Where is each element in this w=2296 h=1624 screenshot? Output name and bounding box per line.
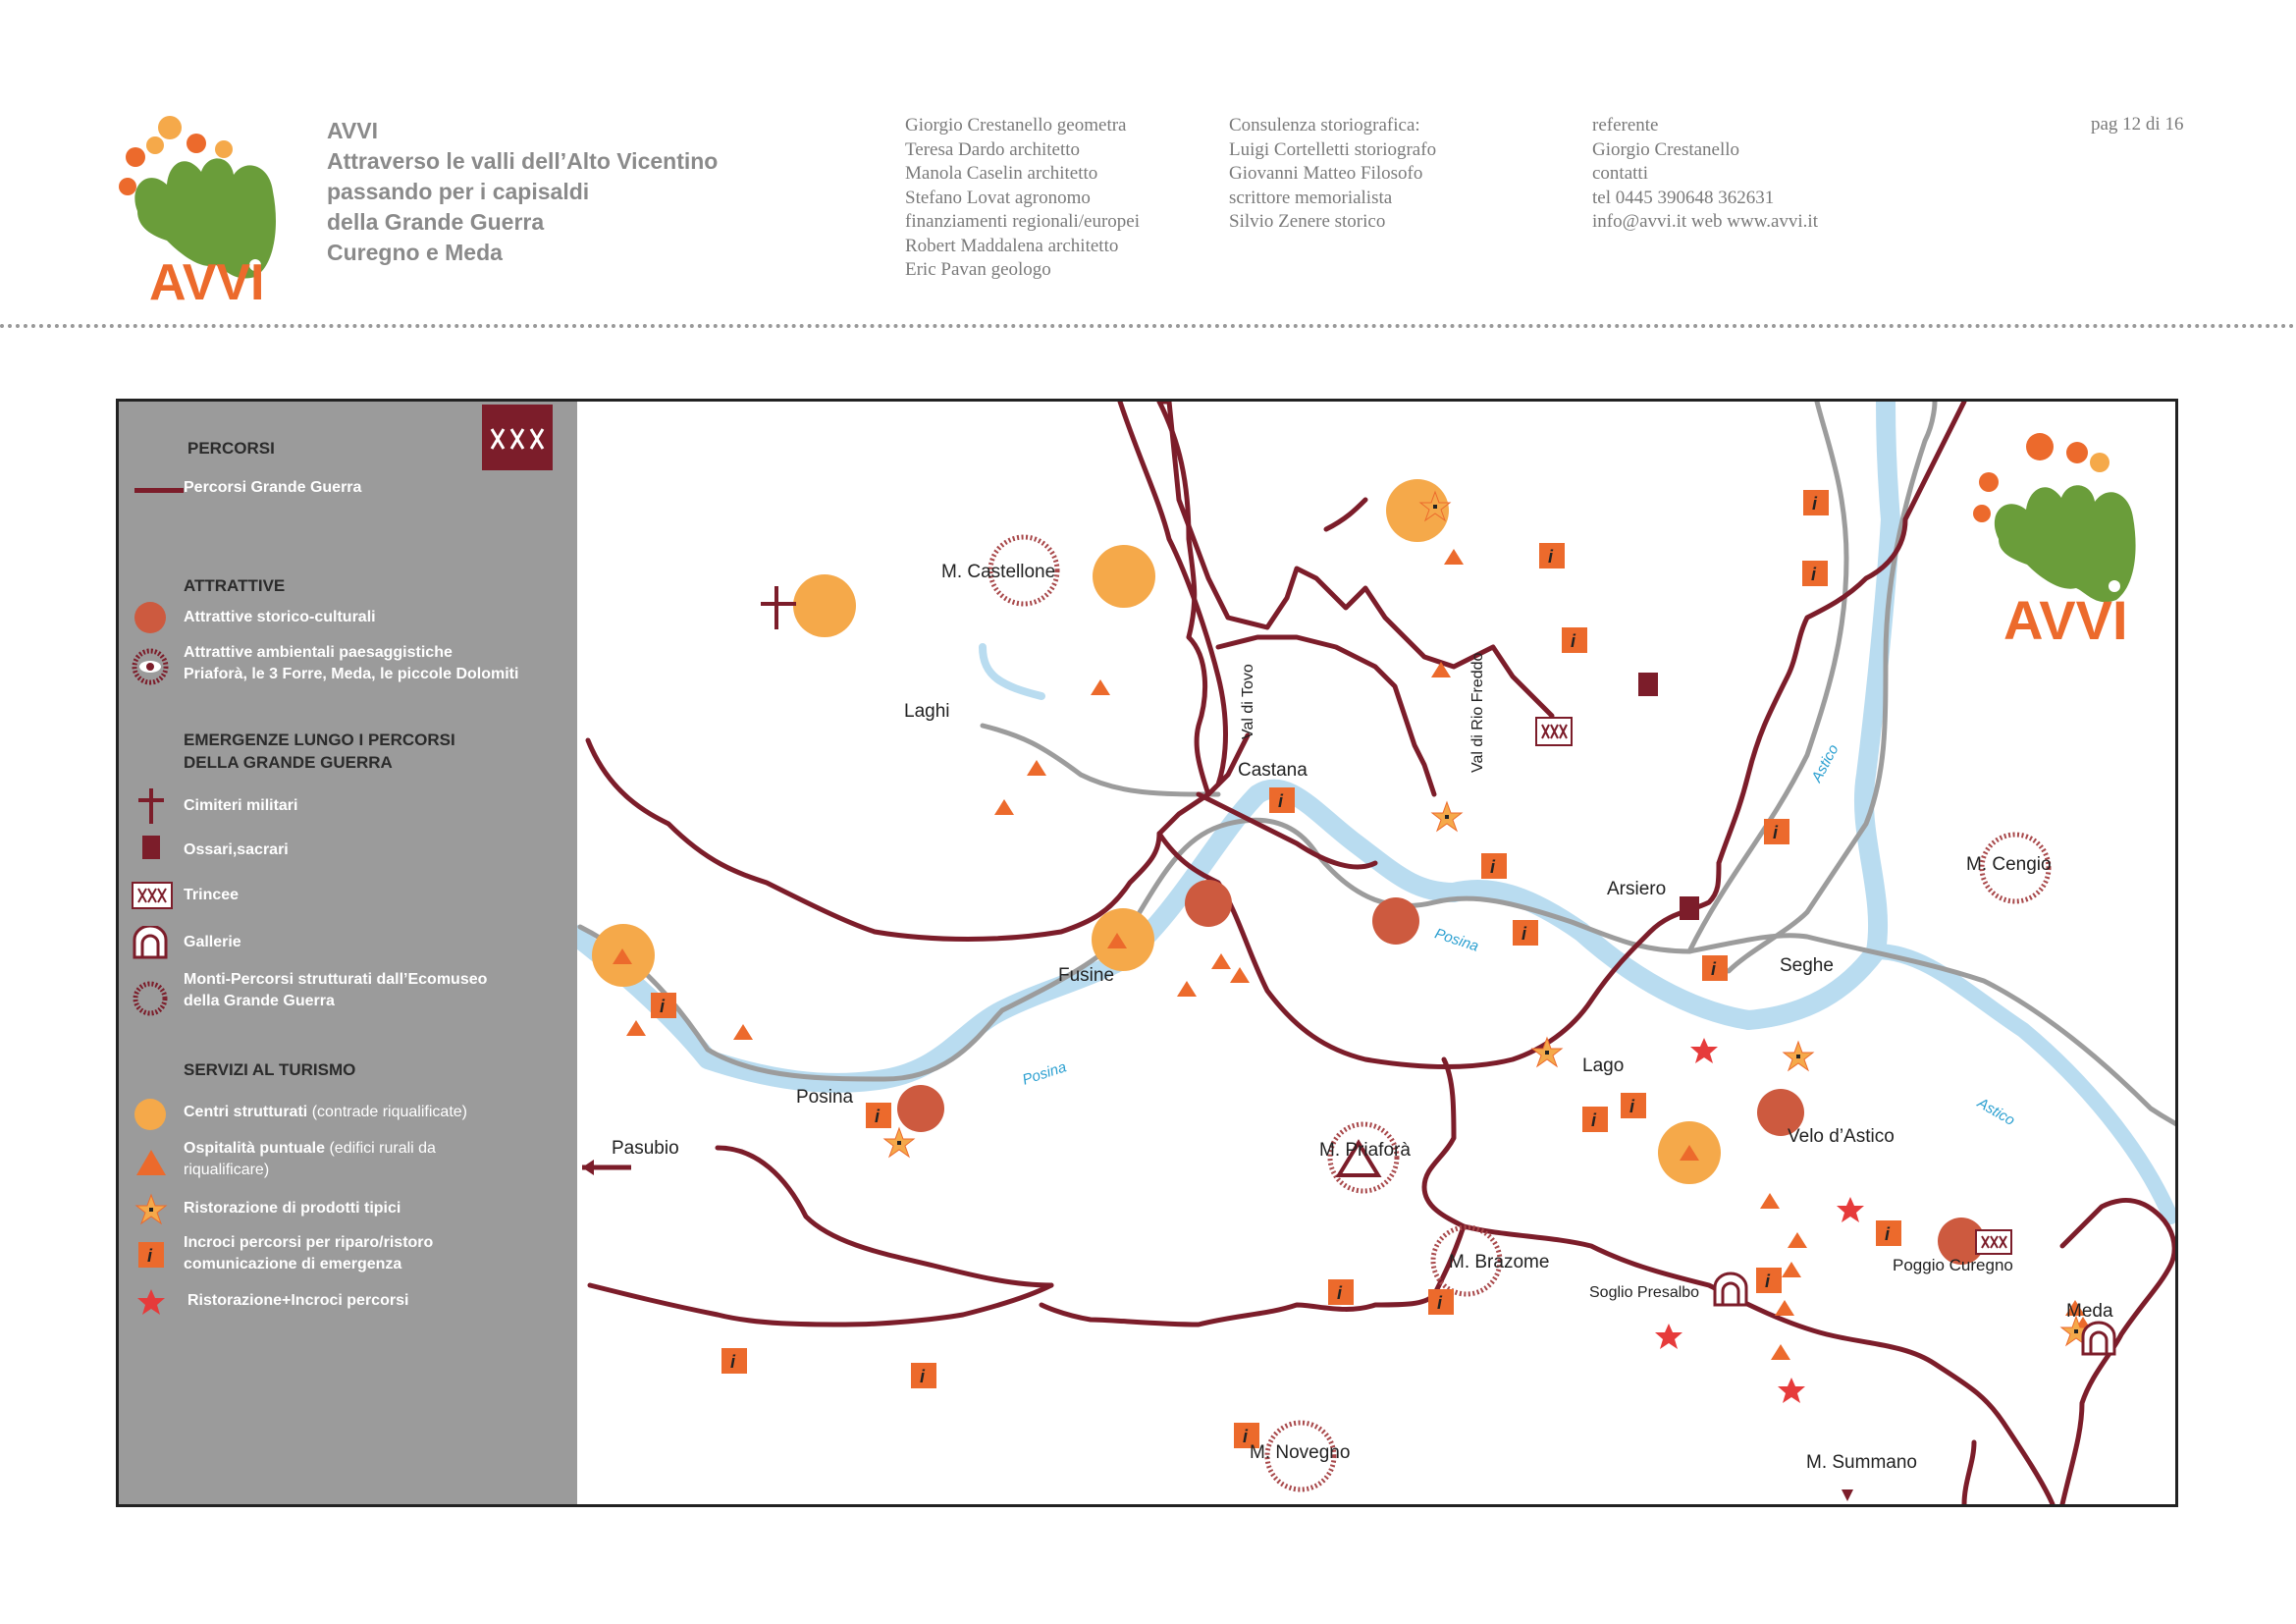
place-lago: Lago [1582, 1056, 1625, 1076]
legend-attrattive-heading: ATTRATTIVE [184, 576, 286, 595]
legend-ristorazione: Ristorazione di prodotti tipici [184, 1200, 401, 1217]
place-arsiero: Arsiero [1607, 879, 1667, 899]
svg-text:i: i [1337, 1283, 1343, 1303]
place-pasubio: Pasubio [612, 1138, 679, 1159]
legend-ristorazione-incroci: Ristorazione+Incroci percorsi [187, 1292, 409, 1309]
valley-tovo: Val di Tovo [1240, 664, 1256, 739]
svg-text:i: i [147, 1246, 153, 1266]
legend-percorsi-item: Percorsi Grande Guerra [184, 479, 362, 496]
svg-text:i: i [1591, 1110, 1597, 1130]
place-fusine: Fusine [1058, 965, 1115, 986]
place-summano: M. Summano [1806, 1452, 1917, 1473]
avvi-logo-icon [108, 108, 290, 304]
svg-text:i: i [1548, 547, 1554, 567]
svg-text:i: i [660, 997, 666, 1016]
page-number: pag 12 di 16 [2091, 114, 2184, 135]
legend-centri: Centri strutturati (contrade riqualificate) [184, 1104, 467, 1120]
river-posina-west: Posina [1020, 1058, 1069, 1089]
project-title: AVVI Attraverso le valli dell’Alto Vicentino passando per i capisaldi della Grande Guerra Curegno e Meda [327, 118, 719, 265]
contact-list: referente Giorgio Crestanello contatti tel 0445 390648 362631 info@avvi.it web www.avvi.it [1592, 115, 1818, 232]
svg-text:i: i [1773, 823, 1779, 842]
centri-circles [592, 479, 1721, 1184]
svg-text:i: i [1812, 494, 1818, 514]
svg-text:i: i [1571, 631, 1576, 651]
legend-ossari: Ossari,sacrari [184, 841, 289, 858]
triangles [613, 549, 2093, 1360]
map-symbols [119, 402, 2175, 1504]
svg-text:i: i [1243, 1427, 1249, 1446]
place-castana: Castana [1238, 760, 1308, 781]
svg-text:i: i [875, 1107, 881, 1126]
trincea-icon [1536, 718, 1572, 745]
map-frame [116, 399, 2178, 1507]
galleria-icon [1715, 1273, 1746, 1305]
svg-text:i: i [1437, 1293, 1443, 1313]
svg-text:i: i [1278, 791, 1284, 811]
red-stars [1655, 1038, 1864, 1403]
ristorazione-stars [884, 492, 2091, 1345]
legend-servizi-heading: SERVIZI AL TURISMO [184, 1060, 356, 1079]
place-novegno: M. Novegno [1250, 1442, 1351, 1463]
svg-text:i: i [920, 1367, 926, 1386]
place-brazome: M. Brazome [1449, 1252, 1550, 1272]
consulting-list: Consulenza storiografica: Luigi Cortelletti storiografo Giovanni Matteo Filosofo scrittore memorialista Silvio Zenere storico [1229, 115, 1437, 232]
legend-incroci: Incroci percorsi per riparo/ristoro comunicazione di emergenza [184, 1234, 434, 1272]
place-seghe: Seghe [1780, 955, 1834, 976]
trincea-icon [1976, 1230, 2011, 1254]
header-divider [0, 324, 2296, 328]
monti-circles [990, 537, 2049, 1489]
ossario-icon [1638, 673, 1658, 696]
legend-monti: Monti-Percorsi strutturati dall’Ecomuseo della Grande Guerra [184, 971, 488, 1009]
place-poggio: Poggio Curegno [1893, 1256, 2013, 1274]
svg-text:i: i [1490, 857, 1496, 877]
svg-text:i: i [1711, 959, 1717, 979]
place-priafora: M. Priaforà [1319, 1140, 1411, 1161]
svg-text:i: i [1522, 924, 1527, 944]
legend-percorsi-heading: PERCORSI [187, 439, 275, 458]
river-astico-south: Astico [1974, 1094, 2018, 1130]
place-laghi: Laghi [904, 701, 950, 722]
place-castellone: M. Castellone [941, 562, 1056, 582]
river-posina-east: Posina [1432, 925, 1481, 955]
place-velo: Velo d’Astico [1788, 1126, 1895, 1147]
ossario-icon [1680, 896, 1699, 920]
cross-icon [761, 586, 796, 629]
place-soglio: Soglio Presalbo [1589, 1284, 1700, 1301]
map-avvi-logo-icon [1973, 433, 2136, 651]
legend-storico: Attrattive storico-culturali [184, 609, 376, 625]
legend-trincee: Trincee [184, 887, 240, 903]
svg-text:i: i [1885, 1224, 1891, 1244]
galleria-icon [2083, 1323, 2114, 1354]
legend-ambientali: Attrattive ambientali paesaggistiche Priaforà, le 3 Forre, Meda, le piccole Dolomiti [184, 644, 519, 682]
place-cengio: M. Cengio [1966, 854, 2052, 875]
legend-cimiteri: Cimiteri militari [184, 797, 298, 814]
river-astico-north: Astico [1808, 741, 1842, 785]
svg-text:AVVI: AVVI [149, 254, 265, 304]
svg-text:i: i [730, 1352, 736, 1372]
authors-list: Giorgio Crestanello geometra Teresa Dardo architetto Manola Caselin architetto Stefano Lovat agronomo finanziamenti regionali/europei Robert Maddalena architetto Eric Pavan geologo [905, 115, 1140, 280]
svg-text:i: i [1765, 1272, 1771, 1291]
svg-text:AVVI: AVVI [2003, 589, 2128, 651]
legend-gallerie: Gallerie [184, 934, 241, 950]
place-meda: Meda [2066, 1301, 2113, 1322]
legend-ospitalita: Ospitalità puntuale (edifici rurali da riqualificare) [184, 1140, 436, 1178]
summano-arrow-icon [1842, 1489, 1853, 1501]
avvi-logo [108, 108, 290, 304]
svg-text:i: i [1629, 1097, 1635, 1116]
svg-text:i: i [1811, 565, 1817, 584]
place-posina: Posina [796, 1087, 854, 1108]
legend-emergenze-heading: EMERGENZE LUNGO I PERCORSI DELLA GRANDE GUERRA [184, 731, 455, 772]
valley-rio-freddo: Val di Rio Freddo [1469, 652, 1486, 773]
